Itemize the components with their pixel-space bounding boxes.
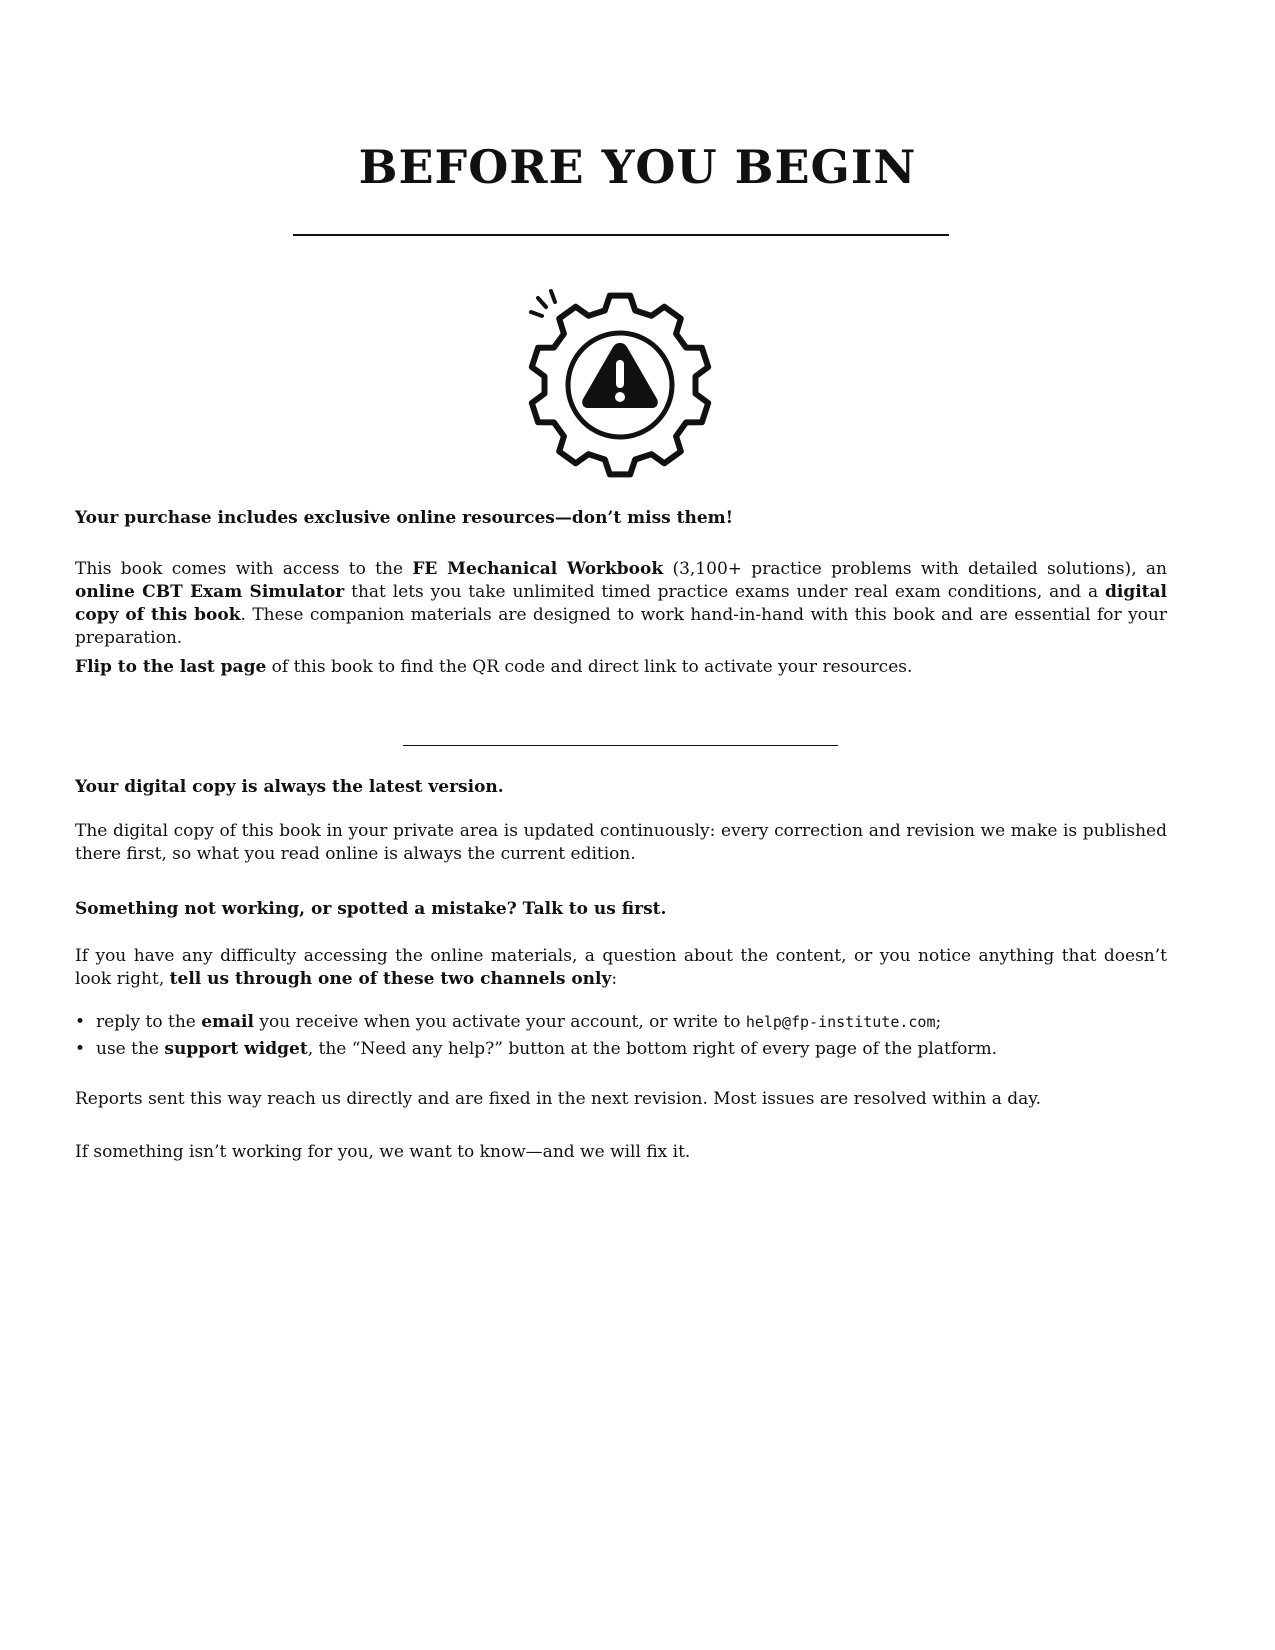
email-emphasis: email (201, 1012, 254, 1032)
text-span: use the (96, 1039, 165, 1059)
text-span: If you have any difficulty accessing the online materials, a question about the content, or you notice anything that doesn’t look right, (75, 946, 1167, 989)
text-span: , the “Need any help?” button at the bottom right of every page of the platform. (307, 1039, 998, 1059)
support-email-link[interactable]: help@fp-institute.com (745, 1013, 936, 1031)
latest-heading: Your digital copy is always the latest version. (75, 777, 504, 797)
resources-heading: Your purchase includes exclusive online resources—don’t miss them! (75, 508, 734, 528)
list-item (75, 1011, 1167, 1034)
support-widget-emphasis: support widget (164, 1039, 308, 1059)
page-title: BEFORE YOU BEGIN (358, 140, 917, 194)
latest-paragraph: The digital copy of this book in your private area is updated continuously: every correction and revision we make is published there first, so what you read online is always the current edition. (75, 821, 1167, 864)
text-span: (3,100+ practice problems with detailed solutions), an (663, 559, 1167, 579)
text-span: ; (935, 1012, 942, 1032)
list-item (75, 1038, 1167, 1061)
reports-paragraph: Reports sent this way reach us directly and are fixed in the next revision. Most issues are resolved within a day. (75, 1089, 1042, 1109)
text-span: This book comes with access to the (75, 559, 413, 579)
closing-paragraph: If something isn’t working for you, we want to know—and we will fix it. (75, 1142, 691, 1162)
resources-paragraph (75, 558, 1167, 650)
text-span: that lets you take unlimited timed practice exams under real exam conditions, and a (344, 582, 1105, 602)
section-divider (403, 745, 838, 746)
support-paragraph (75, 945, 1167, 991)
digital-copy-name: digital copy of this book (75, 582, 1167, 625)
text-span: you receive when you activate your account, or write to (253, 1012, 746, 1032)
gear-warning-icon (522, 287, 718, 483)
text-span: reply to the (96, 1012, 202, 1032)
support-channels-list (75, 1011, 1167, 1065)
last-page-emphasis: Flip to the last page (75, 657, 267, 677)
title-divider (293, 234, 949, 236)
text-span: : (611, 969, 618, 989)
text-span: . These companion materials are designed to work hand-in-hand with this book and are essential for your preparation. (75, 605, 1167, 648)
workbook-name: FE Mechanical Workbook (412, 559, 664, 579)
text-span: of this book to find the QR code and direct link to activate your resources. (266, 657, 913, 677)
simulator-name: online CBT Exam Simulator (75, 582, 345, 602)
last-page-paragraph (75, 656, 1167, 679)
channels-emphasis: tell us through one of these two channels only (169, 969, 612, 989)
support-heading: Something not working, or spotted a mistake? Talk to us first. (75, 899, 667, 919)
